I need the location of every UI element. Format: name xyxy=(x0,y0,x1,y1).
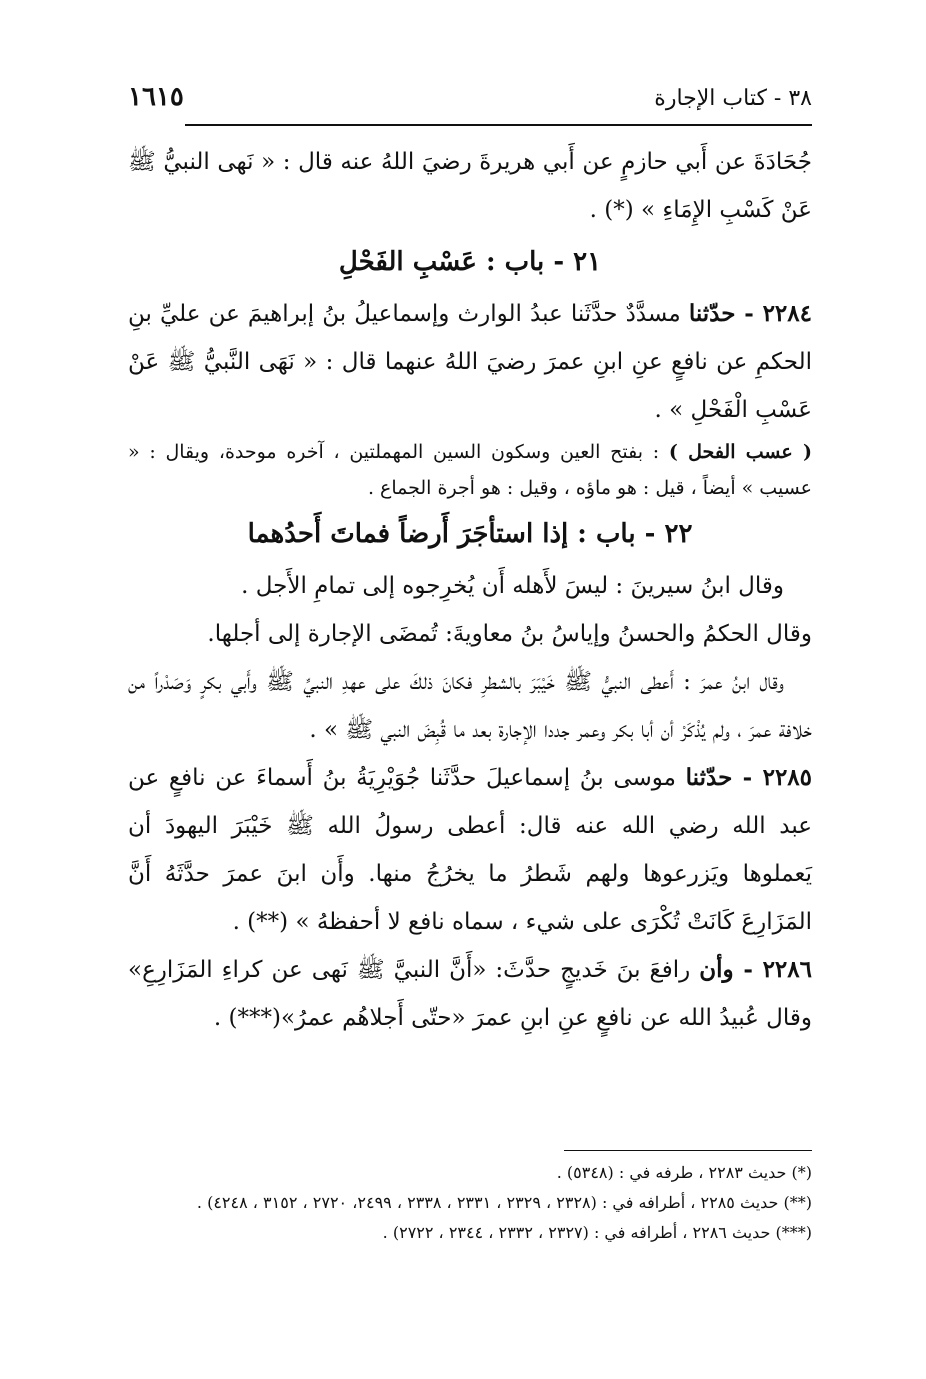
footnote-1: (*) حديث ٢٢٨٣ ، طرفه في : (٥٣٤٨) . xyxy=(556,1163,812,1182)
gloss-text: : بفتح العين وسكون السين المهملتين ، آخره موحدة، ويقال : « عسيب » أيضاً ، قيل : هو ماؤه ، وقيل : هو أجرة الجماع . xyxy=(128,441,812,499)
athar-ibn-sirin: وقال ابنُ سيرينَ : ليسَ لأَهله أَن يُخرِجوه إلى تمامِ الأَجل . xyxy=(241,573,784,599)
main-text xyxy=(128,138,812,1042)
chapter-heading-22: ٢٢ - باب : إذا استأجَرَ أَرضاً فماتَ أَحدُهما xyxy=(247,519,693,549)
hadith-2284 xyxy=(128,290,812,434)
hadith-number: ٢٢٨٦ - وأن xyxy=(699,956,812,983)
gloss-note xyxy=(128,434,812,506)
footnote-rule xyxy=(564,1150,812,1151)
footnote-3: (***) حديث ٢٢٨٦ ، أطرافه في : (٢٣٢٧ ، ٢٣٣٢ ، ٢٣٤٤ ، ٢٧٢٢) . xyxy=(382,1223,812,1242)
hadith-2286 xyxy=(128,946,812,1042)
page-header xyxy=(128,80,812,124)
hadith-text: مسدَّدٌ حدَّثَنا عبدُ الوارث وإسماعيلُ بنُ إبراهيمَ عن عليِّ بنِ الحكمِ عن نافعٍ عنِ ابنِ عمرَ رضيَ اللهُ عنهما قال : « نَهَى النَّبيُّ ﷺ عَنْ عَسْبِ الْفَحْلِ » . xyxy=(128,301,812,423)
gloss-term: ( عسب الفحل ) xyxy=(668,441,812,463)
header-rule xyxy=(185,124,812,126)
hadith-number: ٢٢٨٤ - حدّثنا xyxy=(688,300,812,327)
hadith-number: ٢٢٨٥ - حدّثنا xyxy=(685,764,813,791)
continued-hadith: جُحَادَةَ عن أَبي حازمٍ عن أَبي هريرةَ رضيَ اللهُ عنه قال : « نَهى النبيُّ ﷺ عَنْ كَسْبِ الإِمَاءِ » (*) . xyxy=(128,149,812,223)
page-number: ١٦١٥ xyxy=(128,82,184,112)
hadith-text: موسى بنُ إسماعيلَ حدَّثَنا جُوَيْرِيَةُ بنُ أَسماءَ عن نافعٍ عن عبد الله رضي الله عنه قال: أعطى رسولُ الله ﷺ خَيْبَرَ اليهودَ أن يَعملوها ويَزرعوها ولهم شَطرُ ما يخرُجُ منها. وأَن ابنَ عمرَ حدَّثَهُ أَنَّ المَزَارِعَ كَانَتْ تُكْرَى على شيء ، سماه نافع لا أحفظهُ » (**) . xyxy=(128,765,812,935)
athar-ibn-umar: وقال ابنُ عمرَ : أَعطى النبيُّ ﷺ خَيْبَرَ بالشطرِ فكانَ ذلكَ على عهدِ النبيِّ ﷺ وأَبي بكرٍ وَصَدْراً من خلافة عمرَ ، ولم يُذْكَرْ أن أبا بكر وعمر جددا الإجارة بعد ما قُبِضَ النبي ﷺ » . xyxy=(128,669,812,743)
footnotes xyxy=(128,1158,812,1248)
hadith-2285 xyxy=(128,754,812,946)
footnote-2: (**) حديث ٢٢٨٥ ، أطرافه في : (٢٣٢٨ ، ٢٣٢٩ ، ٢٣٣١ ، ٢٣٣٨ ، ٢٤٩٩، ٢٧٢٠ ، ٣١٥٢ ، ٤٢٤٨) . xyxy=(196,1193,812,1212)
chapter-heading-21: ٢١ - باب : عَسْبِ الفَحْلِ xyxy=(338,247,602,277)
athar-hakam: وقال الحكمُ والحسنُ وإياسُ بنُ معاويةَ: تُمضَى الإجارة إلى أجلها. xyxy=(207,621,812,647)
chapter-title: ٣٨ - كتاب الإجارة xyxy=(654,86,812,111)
hadith-text: رافعَ بنَ خَديجٍ حدَّثَ: «أَنَّ النبيَّ ﷺ نَهى عن كراءِ المَزَارِعِ» وقال عُبيدُ الله عن نافعٍ عنِ ابنِ عمرَ «حتّى أَجلاهُم عمرُ»(***) . xyxy=(128,957,812,1031)
